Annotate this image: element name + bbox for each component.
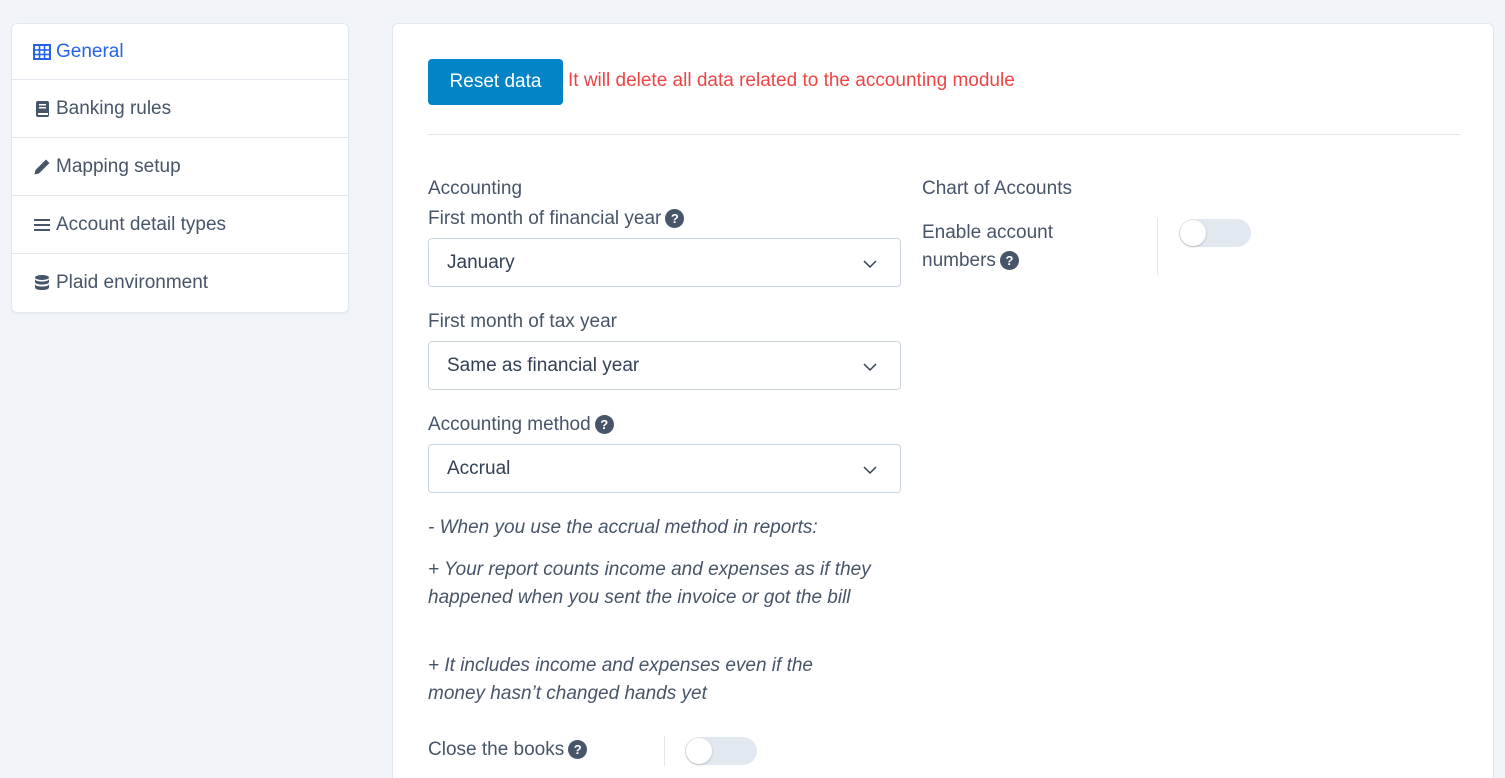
toggle-knob [1180,220,1206,246]
sidebar-item-label: Mapping setup [56,155,181,177]
financial-year-value: January [447,251,515,273]
pencil-icon [32,157,52,177]
tax-year-select[interactable] [428,341,901,390]
chevron-down-icon [862,359,878,375]
database-icon [32,273,52,293]
divider [1157,218,1158,275]
sidebar-item-label: General [56,40,124,62]
help-icon[interactable]: ? [595,415,614,434]
chevron-down-icon [862,256,878,272]
book-icon [32,99,52,119]
close-books-label-text: Close the books [428,739,565,760]
accounting-section-title: Accounting [428,178,523,199]
close-books-label [428,739,587,761]
enable-account-numbers-toggle[interactable] [1179,219,1251,247]
tax-year-label: First month of tax year [428,311,618,332]
help-icon[interactable]: ? [1000,251,1019,270]
sidebar-item-label: Account detail types [56,213,227,235]
toggle-knob [686,738,712,764]
accounting-method-value: Accrual [447,457,511,479]
financial-year-select[interactable] [428,238,901,287]
reset-warning-text: It will delete all data related to the accounting module [568,70,1015,91]
sidebar-item-banking-rules[interactable] [12,80,348,138]
accounting-method-select[interactable] [428,444,901,493]
sidebar-item-mapping-setup[interactable] [12,138,348,196]
close-books-toggle[interactable] [685,737,757,765]
sidebar-item-plaid-environment[interactable] [12,254,348,312]
help-icon[interactable]: ? [568,740,587,759]
divider [428,134,1460,135]
enable-account-numbers-label-line2 [922,250,1019,272]
settings-card [392,23,1494,778]
financial-year-label-text: First month of financial year [428,208,662,229]
enable-account-numbers-label-text: numbers [922,250,996,271]
divider [664,736,665,766]
sidebar-item-general[interactable] [12,24,348,80]
sidebar-item-account-detail-types[interactable] [12,196,348,254]
chart-of-accounts-title: Chart of Accounts [922,178,1072,199]
enable-account-numbers-label: Enable account [922,222,1053,243]
reset-data-button[interactable]: Reset data [428,59,563,105]
chevron-down-icon [862,462,878,478]
table-icon [32,42,52,62]
accrual-note-item: + Your report counts income and expenses as if they happened when you sent the invoice or got the bill [428,559,871,608]
help-icon[interactable]: ? [665,209,684,228]
financial-year-label [428,208,684,230]
list-icon [32,215,52,235]
accrual-note-heading: - When you use the accrual method in reports: [428,517,818,538]
accounting-method-label [428,414,614,436]
sidebar-item-label: Plaid environment [56,272,209,293]
sidebar-item-label: Banking rules [56,97,172,119]
settings-sidebar [11,23,349,313]
accounting-method-label-text: Accounting method [428,414,591,435]
tax-year-value: Same as financial year [447,354,640,376]
accrual-note-item: + It includes income and expenses even if the money hasn’t changed hands yet [428,655,813,704]
